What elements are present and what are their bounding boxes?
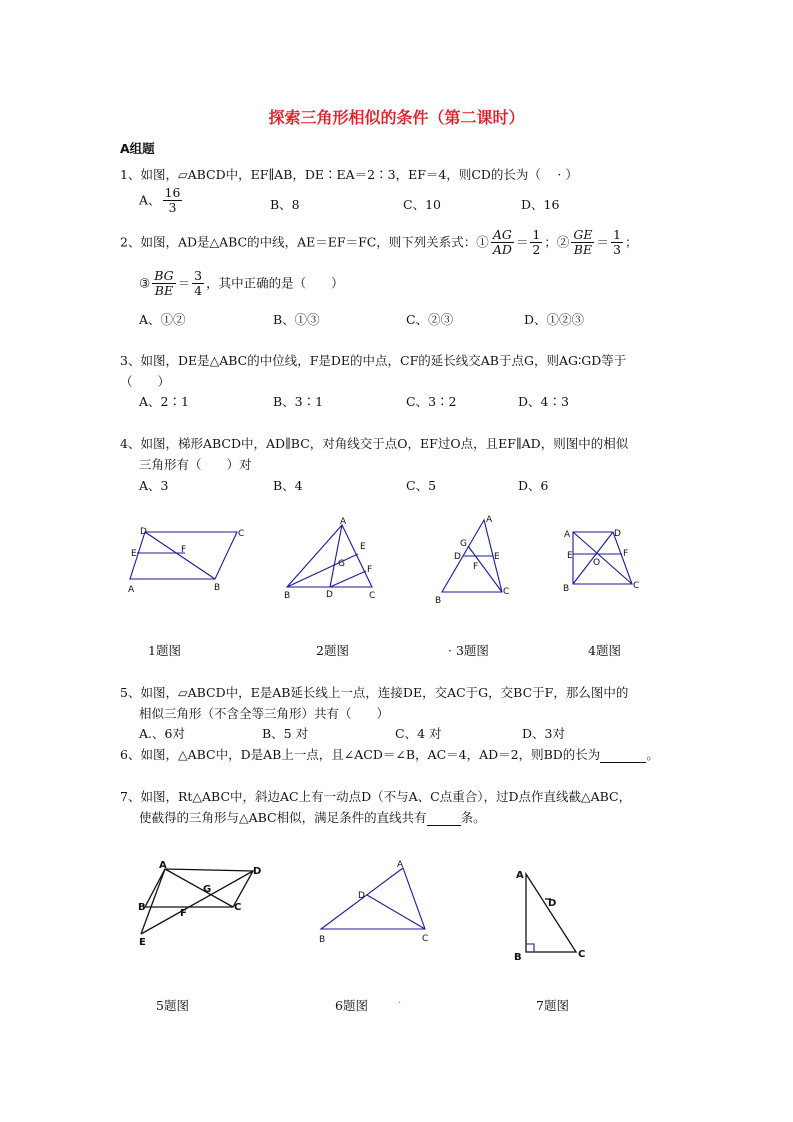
caption-figure-1: 1题图 (148, 643, 181, 658)
q2-fraction-three-quarters: $\frac{3}{4}$ (194, 268, 203, 299)
svg-text:C: C (369, 591, 376, 601)
question-7-line2: 使截得的三角形与△ABC相似，满足条件的直线共有 条。 (139, 810, 486, 825)
question-5-line2: 相似三角形（不含全等三角形）共有（ ） (139, 706, 390, 721)
q2-option-d: D、①②③ (524, 312, 585, 327)
svg-text:E: E (139, 937, 146, 948)
svg-text:E: E (494, 552, 500, 562)
q5-option-c: C、4 对 (395, 726, 442, 741)
q6-answer-blank[interactable] (600, 762, 646, 763)
page-title: 探索三角形相似的条件（第二课时） (268, 108, 525, 127)
svg-text:D: D (548, 898, 557, 909)
svg-text:B: B (435, 596, 442, 606)
question-4-line1: 4、如图，梯形ABCD中，AD∥BC，对角线交于点O，EF过O点，且EF∥AD，则图中的相似 (120, 436, 629, 451)
q5-option-a: A.、6对 (139, 726, 185, 741)
svg-text:A: A (128, 585, 135, 595)
caption-figure-7: 7题图 (536, 998, 569, 1013)
svg-text:B: B (563, 584, 570, 594)
question-3-line1: 3、如图，DE是△ABC的中位线，F是DE的中点，CF的延长线交AB于点G，则AG∶GD等于 (120, 353, 627, 368)
q1-option-b: B、8 (270, 197, 300, 212)
svg-text:A: A (486, 515, 493, 525)
q7-answer-blank[interactable] (427, 825, 461, 826)
svg-text:A: A (397, 860, 404, 870)
q1-option-c: C、10 (403, 197, 441, 212)
svg-text:D: D (253, 866, 262, 877)
svg-text:B: B (138, 902, 146, 913)
svg-text:E: E (131, 549, 137, 559)
caption-figure-3: · 3题图 (448, 643, 489, 658)
svg-text:E: E (360, 542, 366, 552)
svg-text:C: C (238, 529, 245, 539)
svg-text:B: B (214, 583, 221, 593)
caption-figure-2: 2题图 (316, 643, 349, 658)
q2-option-c: C、②③ (406, 312, 454, 327)
q3-option-a: A、2∶1 (139, 394, 189, 409)
svg-text:B: B (284, 591, 291, 601)
figure-4-trapezoid (560, 522, 645, 597)
svg-text:C: C (578, 949, 586, 960)
q2-fraction-ge-be: $\frac{GE}{BE}$ (573, 227, 593, 258)
svg-text:D: D (326, 590, 333, 600)
svg-text:G: G (460, 539, 467, 549)
svg-text:D: D (358, 891, 365, 901)
svg-text:B: B (319, 935, 326, 945)
svg-text:F: F (181, 545, 187, 555)
q3-option-c: C、3∶2 (406, 394, 457, 409)
question-2-line2: ③ $\frac{BG}{BE}$ ＝ $\frac{3}{4}$ ，其中正确的是（ ） (139, 268, 344, 299)
q2-fraction-one-half: $\frac{1}{2}$ (532, 227, 541, 258)
q3-option-b: B、3∶1 (273, 394, 324, 409)
svg-text:F: F (180, 908, 187, 919)
figure-7-right-triangle (511, 862, 596, 967)
svg-text:E: E (567, 551, 573, 561)
figure-6-triangle (315, 856, 435, 951)
q4-option-c: C、5 (406, 478, 437, 493)
svg-text:A: A (159, 860, 167, 871)
figure-1-parallelogram (125, 522, 250, 597)
svg-text:F: F (623, 549, 629, 559)
q4-option-d: D、6 (518, 478, 549, 493)
question-5-line1: 5、如图，▱ABCD中，E是AB延长线上一点，连接DE，交AC于G，交BC于F，那么图中的 (120, 685, 629, 700)
svg-text:F: F (367, 565, 373, 575)
question-7-line1: 7、如图，Rt△ABC中，斜边AC上有一动点D（不与A、C点重合），过D点作直线截△ABC， (120, 789, 632, 804)
svg-text:C: C (234, 902, 242, 913)
question-3-line2: （ ） (120, 374, 171, 389)
q1-option-a: A、 $\frac{16}{3}$ (139, 185, 181, 216)
svg-text:F: F (473, 562, 479, 572)
q4-option-b: B、4 (273, 478, 303, 493)
section-heading: A组题 (120, 141, 155, 156)
svg-text:G: G (338, 559, 345, 569)
caption-figure-4: 4题图 (588, 643, 621, 658)
q5-option-d: D、3对 (522, 726, 565, 741)
figure-3-triangle (430, 512, 515, 607)
question-2-line1: 2、如图，AD是△ABC的中线，AE＝EF＝FC，则下列关系式：① $\frac{AG}{AD}$ ＝ $\frac{1}{2}$ ；② $\frac{GE}{BE}$ ＝ $\frac{1}{3}$ ； (120, 227, 638, 258)
svg-text:A: A (564, 530, 571, 540)
q2-fraction-one-third: $\frac{1}{3}$ (613, 227, 621, 258)
svg-text:O: O (593, 558, 601, 568)
q2-option-a: A、①② (139, 312, 186, 327)
question-1: 1、如图，▱ABCD中，EF∥AB，DE∶EA＝2∶3，EF＝4，则CD的长为（ · ） (120, 167, 578, 182)
q5-option-b: B、5 对 (262, 726, 309, 741)
svg-text:D: D (454, 552, 461, 562)
question-6: 6、如图，△ABC中，D是AB上一点，且∠ACD＝∠B，AC＝4，AD＝2，则BD的长为 。 (120, 747, 659, 762)
question-4-line2: 三角形有（ ）对 (139, 457, 252, 472)
svg-text:D: D (140, 527, 147, 537)
caption-figure-5: 5题图 (156, 998, 189, 1013)
q1-option-a-fraction: $\frac{16}{3}$ (164, 185, 181, 216)
q3-option-d: D、4∶3 (518, 394, 569, 409)
svg-text:G: G (203, 884, 212, 895)
figure-5-parallelogram (133, 858, 268, 948)
svg-text:A: A (340, 517, 347, 527)
svg-text:C: C (633, 581, 640, 591)
svg-text:B: B (514, 952, 522, 963)
svg-text:C: C (422, 934, 429, 944)
figure-2-triangle (280, 515, 390, 601)
q4-option-a: A、3 (139, 478, 169, 493)
q2-fraction-ag-ad: $\frac{AG}{AD}$ (492, 227, 512, 258)
stray-dot-mark: · (398, 998, 402, 1009)
svg-text:D: D (614, 529, 621, 539)
q1-option-d: D、16 (521, 197, 560, 212)
caption-figure-6: 6题图 (335, 998, 368, 1013)
q2-fraction-bg-be: $\frac{BG}{BE}$ (154, 268, 174, 299)
q2-option-b: B、①③ (273, 312, 320, 327)
svg-text:A: A (516, 870, 524, 881)
svg-text:C: C (503, 587, 510, 597)
